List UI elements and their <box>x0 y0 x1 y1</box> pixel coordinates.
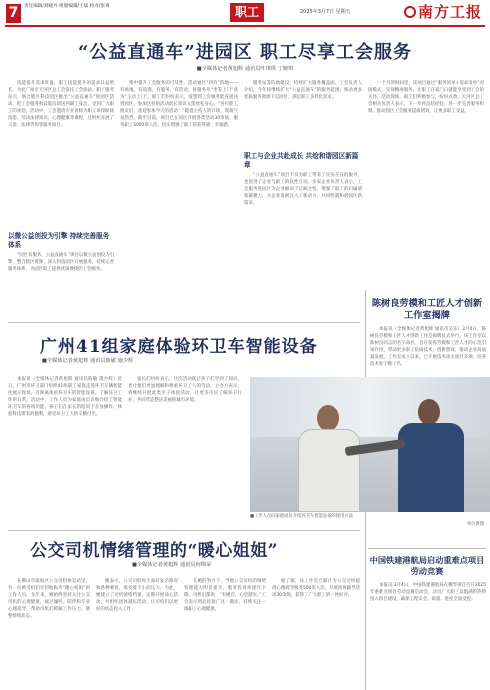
article3-col4-text: 据了解，该工作室已累计为公交司机提供心理疏导服务500余人次，开展团体辅导活动30余场，获得了广大职工的一致好评。 <box>272 579 360 598</box>
brand-logo <box>404 1 482 22</box>
article2-col1-text: 本报讯（全媒体记者黄旭辉 通讯员陈敏 施少辉）近日，广州市环卫部门组织41组职工家庭走进环卫车辆智能化展示现场，近距离体验环卫车的智能设备，了解环卫工作的日常。活动中，工作人员为家庭成员详细介绍了智能环卫车的各项功能，孩子们在家长的陪同下亲身操作，体验科技带来的便利，感受环卫工人的辛勤付出。 <box>8 377 122 417</box>
article3-col2-text: 她表示，公交司机每天面对复杂路况和各种乘客，承受着不小的压力。为此，她建立了司机情绪档案，定期开展谈心活动，并组织团体减压活动，让司机们以更好的状态投入工作。 <box>96 579 178 612</box>
side2-body-text: 本报讯 3月4日，中国铁建港航局在横琴项目召开2025年重难点项目劳动竞赛启动会，动员广大职工以饱满的热情投入项目建设，确保工程安全、质量、进度全面受控。 <box>370 583 486 602</box>
article3-byline: ■全媒体记者黄旭辉 通讯员何锦荣 <box>132 562 212 568</box>
article1-col3b-text: “公益直通车”项目不仅为职工带来了实实在在的服务，也促进了企业与职工的良性互动。多家企业负责人表示，工会服务进园区为企业解决了后顾之忧，增强了职工的归属感和凝聚力，为企业发展注入了新动力，共同绘就和谐园区新篇章。 <box>244 173 362 206</box>
article1-col4 <box>368 80 484 290</box>
article2-title: 广州41组家庭体验环卫车智能设备 <box>40 337 318 357</box>
article1-col3-text: 服务站等阵地建设，持续扩大服务覆盖面。工会负责人介绍，今年将继续扩大“公益直通车”的服务范围，推动更多优质服务资源下沉园区，满足职工多样化需求。 <box>244 81 362 100</box>
editor-line: 责任编辑/刘晓丹 组版编辑/王斌 校对/张爽 <box>24 4 110 9</box>
article3-col1 <box>8 578 90 686</box>
article1-col3 <box>244 80 362 150</box>
photo-caption: ■工作人员向家庭成员介绍环卫车智能设备的使用方法 <box>250 514 353 519</box>
brand-mark-icon <box>404 6 416 18</box>
article3-col4 <box>272 578 360 686</box>
article1-col1b-text: “园区有服务，公益直通车”项目以微公益创投为引擎，整合辖区资源，深入科技园区开展服务，持续完善服务体系，为园区职工提供优质便捷的工会服务。 <box>8 253 114 272</box>
article2-photo <box>250 377 490 512</box>
page-number: 7 <box>6 4 21 23</box>
article1-byline: ■全媒体记者黄旭辉 通讯员叶琪琪 丁婉琪 <box>196 66 294 72</box>
article3-title: 公交司机情绪管理的“暖心姐姐” <box>30 541 279 561</box>
article1-col2 <box>120 80 238 318</box>
article3-col3-text: 在她的努力下，当地公交司机的情绪管理能力明显提升，服务投诉率逐年下降。司机们都说：“有她在，心里踏实。”工会表示将总结推广这一做法，持续关注一线职工心理健康。 <box>184 579 266 612</box>
article1-subhead2: 职工与企业共赴成长 共绘和谐园区新篇章 <box>244 152 359 169</box>
article2-byline: ■全媒体记者黄旭辉 通讯员陈敏 施少辉 <box>42 358 134 364</box>
side1-body-text: 本报讯（全媒体记者黄旭辉 通讯员吴乐）3月4日，陈树良劳模和工匠人才创新工作室揭牌仪式举行。该工作室以陈树良同志的名字命名，旨在发挥劳模和工匠人才的示范引领作用，带动更多职工钻研技术、创新创效，推动企业高质量发展。工作室成立以来，已开展技术攻关项目多项，培养技术骨干数十名。 <box>370 327 486 367</box>
header-rule <box>5 25 485 27</box>
article1-col1-text: 技能提升需求旺盛，职工技能提升的需求日益增长，为此广州市天河区总工会依托工会驿站、职工服务站点，联合辖区科技园区推出“公益直通车”进园区活动，把工会服务和技能培训送到职工身边，受到广大职工的欢迎。活动中，工会邀请专业讲师为职工讲授职场技能、劳动法律知识、心理健康等课程，还组织开展了义诊、法律咨询等服务项目。 <box>8 81 114 128</box>
section-divider-2 <box>8 530 360 531</box>
page-header <box>0 0 490 28</box>
article1-col2-text: 集中提升工会服务的可及性，活动通过“四有”阵地——有场地、有设施、有服务、有活动，将服务从“坐等上门”变为“主动上门”。职工们纷纷表示，没想到工会服务能直接送到园区，参加这样的活动既长知识又能放松身心。“各位职工朋友们，欢迎参加今天的活动！”随着主持人的开场，现场气氛热烈。截至目前，项目已在园区开展各类活动30余场，服务职工3000余人次，切实增强了职工的获得感、幸福感。 <box>120 81 238 128</box>
photo-person-right-body <box>398 423 464 512</box>
issue-date: 2025年3月7日 星期五 <box>300 9 351 15</box>
photo-person-left <box>292 405 362 512</box>
side2-title: 中国铁建港航局启动重难点项目劳动竞赛 <box>369 555 485 576</box>
article1-subhead1: 以微公益创投为引擎 持续完善服务体系 <box>8 232 110 249</box>
article1-col3b <box>244 172 362 318</box>
photo-person-right <box>390 399 470 512</box>
article2-col2 <box>128 376 242 526</box>
article1-col1 <box>8 80 114 228</box>
section-divider-1 <box>8 322 360 323</box>
photo-person-left-head <box>317 405 339 431</box>
photo-person-left-body <box>298 429 360 512</box>
brand-name: 南方工报 <box>417 3 482 21</box>
side2-body <box>370 582 486 686</box>
article1-col4-text: 一个月的时间里，该项目通过“服务清单+需求清单”对接模式，实现精准服务，让职工在家门口就能享受到工会的关怀。活动现场，职工们积极参与，纷纷点赞。天河区总工会相关负责人表示，下一步将总结经验，进一步完善服务机制，推动园区工会服务提质增效，让更多职工受益。 <box>368 81 484 114</box>
side1-title: 陈树良劳模和工匠人才创新工作室揭牌 <box>371 298 483 321</box>
article3-col1-text: 在佛山市南海区公交司机休息站里，有一位被司机们亲切地称为“暖心姐姐”的工作人员。多年来，她始终坚持关注公交司机的心理健康，通过倾听、陪伴和专业心理疏导，帮助司机们缓解工作压力，调整情绪状态。 <box>8 579 90 619</box>
article2-col2-text: 家长们纷纷表示，这次活动既让孩子们学到了知识，也让他们更加理解和尊重环卫工人的劳动。主办方表示，将继续开展此类亲子体验活动，让更多市民了解环卫行业，共同营造整洁美丽的城市环境。 <box>128 377 242 403</box>
photo-person-right-head <box>418 399 440 425</box>
article2-col1 <box>8 376 122 526</box>
article3-col2 <box>96 578 178 686</box>
section-label: 职工 <box>230 3 264 22</box>
article1-title: “公益直通车”进园区 职工尽享工会服务 <box>78 42 412 63</box>
photo-credit: 单位供图 <box>466 522 484 527</box>
side-divider <box>368 548 486 549</box>
article1-col1b <box>8 252 114 318</box>
article3-col3 <box>184 578 266 686</box>
